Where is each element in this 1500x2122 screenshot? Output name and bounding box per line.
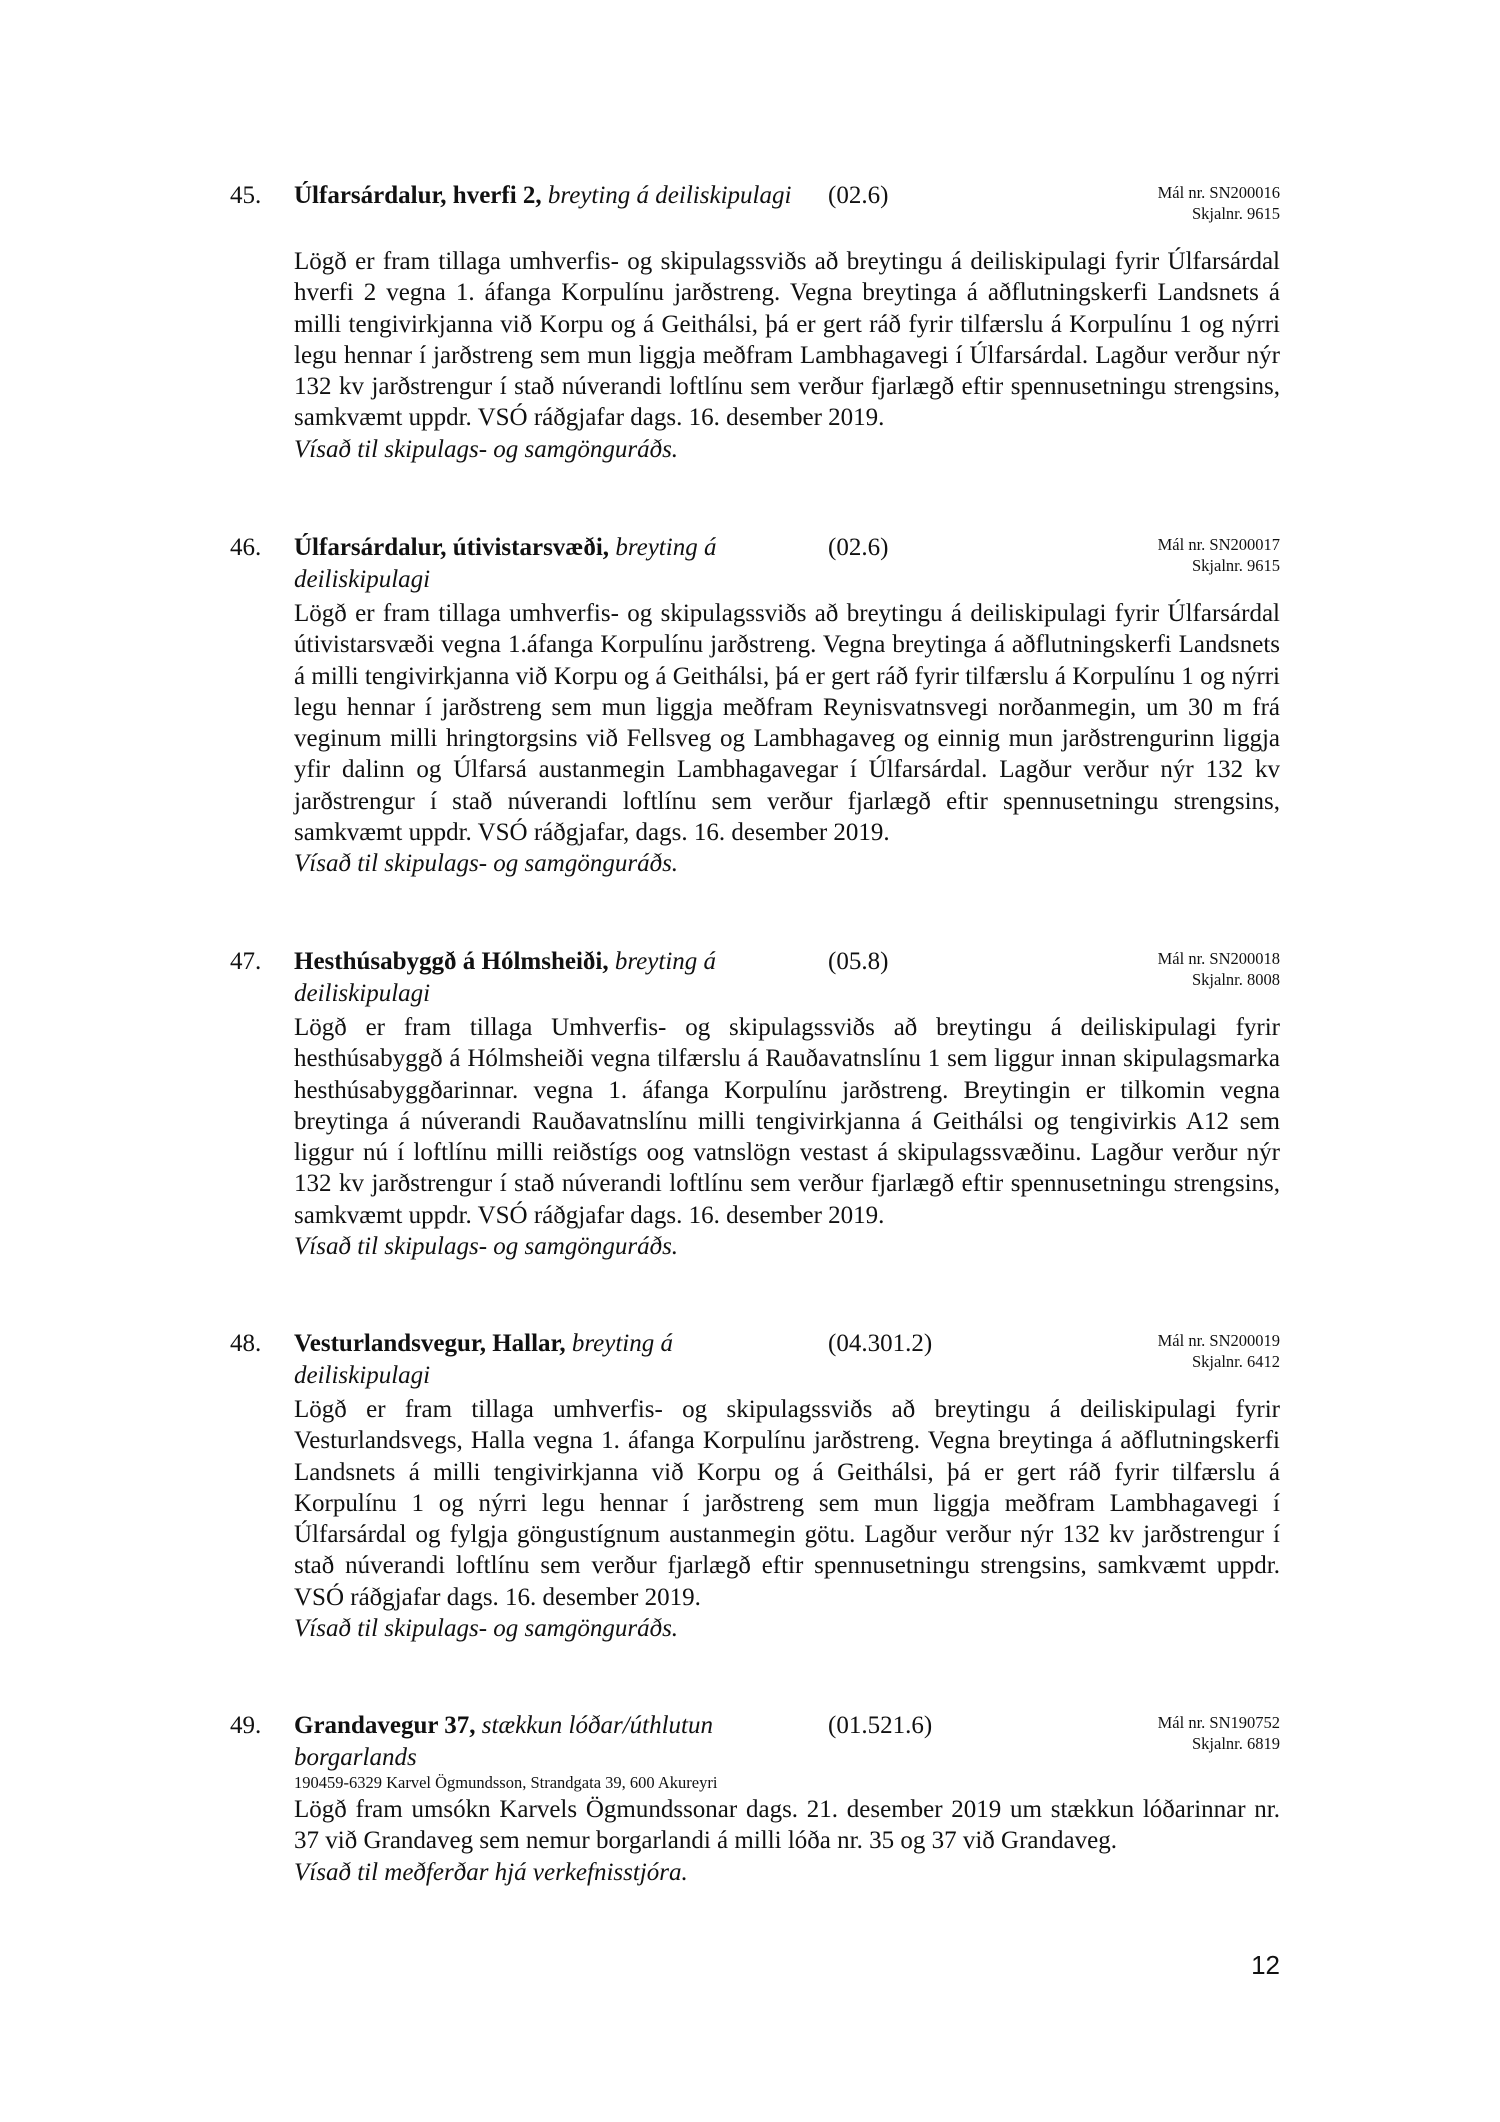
file-number: Skjalnr. 6819 xyxy=(1191,1734,1280,1753)
item-meta xyxy=(1158,948,1280,990)
item-title xyxy=(294,1328,814,1392)
item-resolution: Vísað til skipulags- og samgönguráðs. xyxy=(294,1233,679,1261)
item-meta xyxy=(1158,182,1280,224)
case-number: Mál nr. SN190752 xyxy=(1157,1713,1280,1732)
item-code: (02.6) xyxy=(828,534,889,561)
file-number: Skjalnr. 6412 xyxy=(1191,1352,1280,1371)
item-code: (04.301.2) xyxy=(828,1330,933,1357)
agenda-item-46 xyxy=(230,532,1280,880)
item-resolution: Vísað til skipulags- og samgönguráðs. xyxy=(294,435,679,463)
file-number: Skjalnr. 9615 xyxy=(1191,556,1280,575)
file-number: Skjalnr. 8008 xyxy=(1191,970,1280,989)
agenda-item-49 xyxy=(230,1710,1280,1889)
item-meta xyxy=(1158,534,1280,576)
item-body: Lögð fram umsókn Karvels Ögmundssonar dags. 21. desember 2019 um stækkun lóðarinnar nr. 37 við Grandaveg sem nemur borgarlandi á milli lóða nr. 35 og 37 við Grandaveg. xyxy=(294,1796,1280,1855)
item-number: 47. xyxy=(230,948,262,975)
case-number: Mál nr. SN200018 xyxy=(1157,949,1280,968)
item-body: Lögð er fram tillaga umhverfis- og skipulagssviðs að breytingu á deiliskipulagi fyrir Úlfarsárdal útivistarsvæði vegna 1.áfanga Korpulínu jarðstreng. Vegna breytinga á aðflutningskerfi Landsnets á milli tengivirkjanna við Korpu og á Geithálsi, þá er gert ráð fyrir tilfærslu á Korpulínu 1 og nýrri legu hennar í jarðstreng sem mun liggja meðfram Reynisvatnsvegi norðanmegin, um 30 m frá veginum milli hringtorgsins við Fellsveg og Lambhagaveg og einnig mun jarðstrengurinn liggja yfir dalinn og Úlfarsá austanmegin Lambhagavegar í Úlfarsárdal. Lagður verður nýr 132 kv jarðstrengur í stað núverandi loftlínu sem verður fjarlægð eftir spennusetningu strengsins, samkvæmt uppdr. VSÓ ráðgjafar, dags. 16. desember 2019. xyxy=(294,600,1280,847)
item-code: (01.521.6) xyxy=(828,1712,933,1739)
item-meta xyxy=(1158,1330,1280,1372)
item-title-bold: Úlfarsárdalur, útivistarsvæði, xyxy=(294,534,610,561)
item-body: Lögð er fram tillaga umhverfis- og skipulagssviðs að breytingu á deiliskipulagi fyrir Úlfarsárdal hverfi 2 vegna 1. áfanga Korpulínu jarðstreng. Vegna breytinga á aðflutningskerfi Landsnets á milli tengivirkjanna við Korpu og á Geithálsi, þá er gert ráð fyrir tilfærslu á Korpulínu 1 og nýrri legu hennar í jarðstreng sem mun liggja meðfram Lambhagavegi í Úlfarsárdal. Lagður verður nýr 132 kv jarðstrengur í stað núverandi loftlínu sem verður fjarlægð eftir spennusetningu strengsins, samkvæmt uppdr. VSÓ ráðgjafar dags. 16. desember 2019. xyxy=(294,248,1280,432)
item-header xyxy=(230,532,1280,598)
item-number: 45. xyxy=(230,182,262,209)
item-title xyxy=(294,946,814,1010)
item-number: 48. xyxy=(230,1330,262,1357)
item-header xyxy=(230,180,1280,246)
item-code: (02.6) xyxy=(828,182,889,209)
item-title xyxy=(294,1710,814,1774)
item-body: Lögð er fram tillaga Umhverfis- og skipulagssviðs að breytingu á deiliskipulagi fyrir hesthúsabyggð á Hólmsheiði vegna tilfærslu á Rauðavatnslínu 1 sem liggur innan skipulagsmarka hesthúsabyggðarinnar. vegna 1. áfanga Korpulínu jarðstreng. Breytingin er tilkomin vegna breytinga á núverandi Rauðavatnslínu milli tengivirkjanna á Geithálsi og tengivirkis A12 sem liggur nú í loftlínu milli reiðstígs oog vatnslögn vestast á skipulagssvæðinu. Lagður verður nýr 132 kv jarðstrengur í stað núverandi loftlínu sem verður fjarlægð eftir spennusetningu strengsins, samkvæmt uppdr. VSÓ ráðgjafar dags. 16. desember 2019. xyxy=(294,1014,1280,1229)
case-number: Mál nr. SN200019 xyxy=(1157,1331,1280,1350)
item-header xyxy=(230,946,1280,1012)
item-title-italic: breyting á deiliskipulagi xyxy=(294,948,717,1007)
item-title-italic: breyting á deiliskipulagi xyxy=(547,182,792,209)
item-title-italic: stækkun lóðar/úthlutun borgarlands xyxy=(294,1712,713,1771)
item-title-bold: Úlfarsárdalur, hverfi 2, xyxy=(294,182,542,209)
item-title-bold: Vesturlandsvegur, Hallar, xyxy=(294,1330,566,1357)
agenda-item-47 xyxy=(230,946,1280,1263)
item-title xyxy=(294,532,814,596)
item-header xyxy=(230,1710,1280,1772)
item-title-italic: breyting á deiliskipulagi xyxy=(294,1330,673,1389)
item-title-bold: Grandavegur 37, xyxy=(294,1712,476,1739)
item-title-bold: Hesthúsabyggð á Hólmsheiði, xyxy=(294,948,609,975)
case-number: Mál nr. SN200016 xyxy=(1157,183,1280,202)
case-number: Mál nr. SN200017 xyxy=(1157,535,1280,554)
item-header xyxy=(230,1328,1280,1394)
item-resolution: Vísað til meðferðar hjá verkefnisstjóra. xyxy=(294,1858,688,1886)
item-meta xyxy=(1158,1712,1280,1754)
agenda-item-45 xyxy=(230,180,1280,466)
agenda-item-48 xyxy=(230,1328,1280,1645)
item-title xyxy=(294,180,814,212)
item-applicant: 190459-6329 Karvel Ögmundsson, Strandgata 39, 600 Akureyri xyxy=(294,1773,718,1792)
item-title-italic: breyting á deiliskipulagi xyxy=(294,534,717,593)
item-body: Lögð er fram tillaga umhverfis- og skipulagssviðs að breytingu á deiliskipulagi fyrir Vesturlandsvegs, Halla vegna 1. áfanga Korpulínu jarðstreng. Vegna breytinga á aðflutningskerfi Landsnets á milli tengivirkjanna við Korpu og á Geithálsi, þá er gert ráð fyrir tilfærslu á Korpulínu 1 og nýrri legu hennar í jarðstreng sem mun liggja meðfram Lambhagavegi í Úlfarsárdal og fylgja göngustígnum austanmegin götu. Lagður verður nýr 132 kv jarðstrengur í stað núverandi loftlínu sem verður fjarlægð eftir spennusetningu strengsins, samkvæmt uppdr. VSÓ ráðgjafar dags. 16. desember 2019. xyxy=(294,1396,1280,1611)
item-resolution: Vísað til skipulags- og samgönguráðs. xyxy=(294,1615,679,1643)
item-number: 46. xyxy=(230,534,262,561)
page-number: 12 xyxy=(1251,1950,1280,1980)
item-code: (05.8) xyxy=(828,948,889,975)
item-number: 49. xyxy=(230,1712,262,1739)
item-resolution: Vísað til skipulags- og samgönguráðs. xyxy=(294,850,679,878)
file-number: Skjalnr. 9615 xyxy=(1191,204,1280,223)
